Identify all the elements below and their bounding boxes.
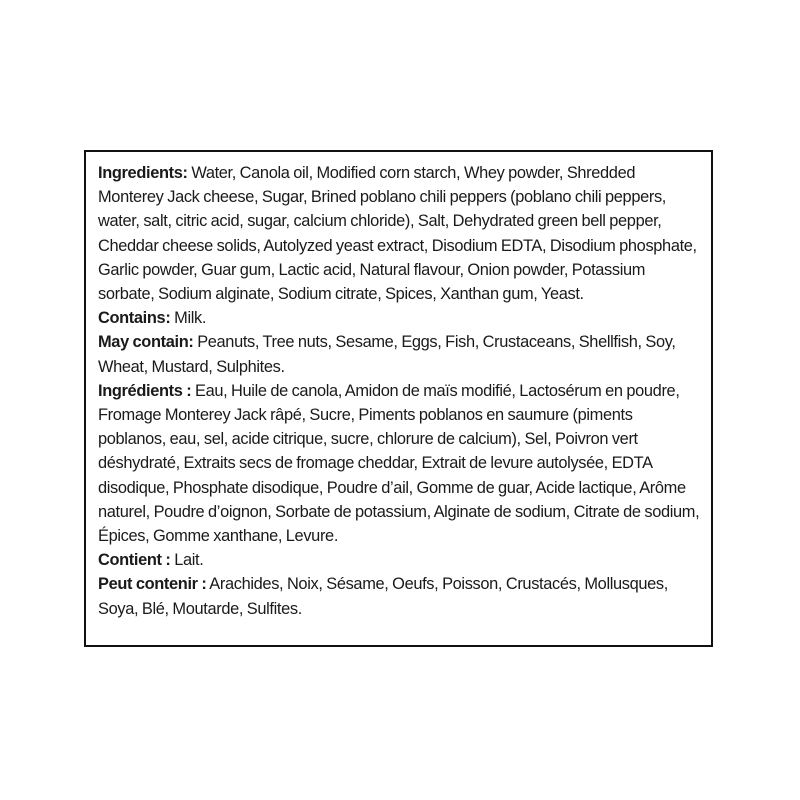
- may-contain-en-text: Peanuts, Tree nuts, Sesame, Eggs, Fish, Crustaceans, Shellfish, Soy, Wheat, Mustard, Sulphites.: [98, 333, 676, 376]
- contains-en-text: Milk.: [170, 309, 207, 328]
- ingredients-en-heading: Ingredients:: [98, 164, 188, 182]
- may-contain-fr: [98, 572, 701, 620]
- contains-en-heading: Contains:: [98, 309, 171, 328]
- may-contain-en-heading: May contain:: [98, 333, 194, 352]
- ingredients-en-text: Water, Canola oil, Modified corn starch, Whey powder, Shredded Monterey Jack cheese, Sugar, Brined poblano chili peppers (poblano chili peppers, water, salt, citric acid, sugar, calcium chloride), Salt, Dehydrated green bell pepper, Cheddar cheese solids, Autolyzed yeast extract, Disodium EDTA, Disodium phosphate, Garlic powder, Guar gum, Lactic acid, Natural flavour, Onion powder, Potassium sorbate, Sodium alginate, Sodium citrate, Spices, Xanthan gum, Yeast.: [98, 164, 697, 304]
- ingredients-fr-text: Eau, Huile de canola, Amidon de maïs modifié, Lactosérum en poudre, Fromage Monterey Jack râpé, Sucre, Piments poblanos en saumure (piments poblanos, eau, sel, acide citrique, sucre, chlorure de calcium), Sel, Poivron vert déshydraté, Extraits secs de fromage cheddar, Extrait de levure autolysée, EDTA disodique, Phosphate disodique, Poudre d’ail, Gomme de guar, Acide lactique, Arôme naturel, Poudre d’oignon, Sorbate de potassium, Alginate de sodium, Citrate de sodium, Épices, Gomme xanthane, Levure.: [98, 381, 700, 546]
- contains-en: [98, 306, 701, 330]
- contains-fr: [98, 548, 701, 572]
- may-contain-fr-heading: Peut contenir :: [98, 575, 207, 594]
- may-contain-fr-text: Arachides, Noix, Sésame, Oeufs, Poisson, Crustacés, Mollusques, Soya, Blé, Moutarde, Sulfites.: [98, 575, 668, 618]
- ingredients-en: [98, 161, 701, 306]
- ingredients-fr: [98, 379, 701, 548]
- contains-fr-text: Lait.: [170, 551, 204, 570]
- ingredients-label-box: [84, 150, 713, 647]
- ingredients-fr-heading: Ingrédients :: [98, 381, 192, 400]
- may-contain-en: [98, 330, 701, 378]
- contains-fr-heading: Contient :: [98, 551, 171, 570]
